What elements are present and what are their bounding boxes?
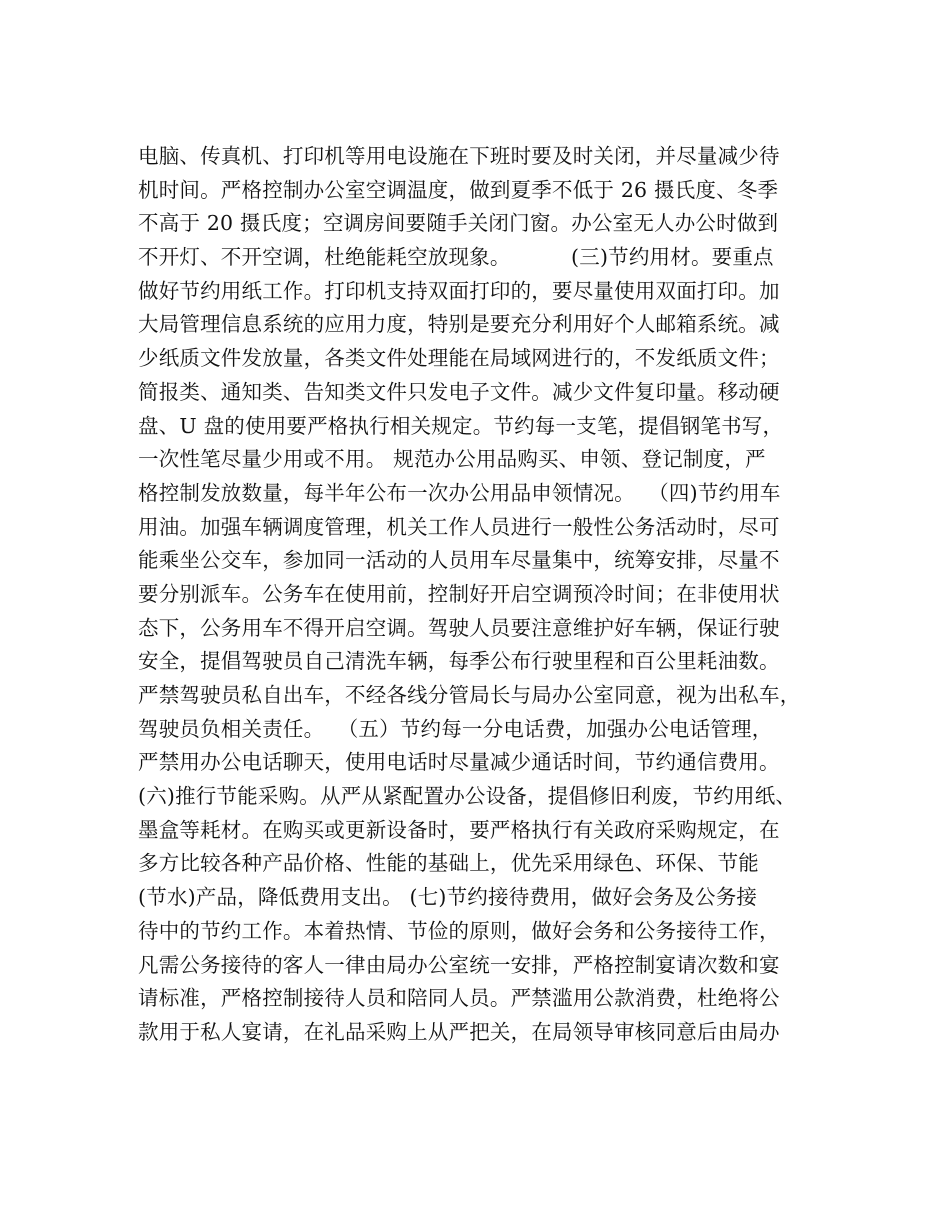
- text-line: 不高于 20 摄氏度；空调房间要随手关闭门窗。办公室无人办公时做到: [138, 211, 779, 236]
- text-line: 格控制发放数量，每半年公布一次办公用品申领情况。 （四)节约用车: [138, 480, 781, 505]
- text-line: 不开灯、不开空调，杜绝能耗空放现象。 (三)节约用材。要重点: [138, 245, 774, 270]
- text-line: 严禁驾驶员私自出车，不经各线分管局长与局办公室同意，视为出私车，: [138, 683, 801, 707]
- text-line: 机时间。严格控制办公室空调温度，做到夏季不低于 26 摄氏度、冬季: [138, 177, 779, 202]
- text-line: 简报类、通知类、告知类文件只发电子文件。减少文件复印量。移动硬: [138, 379, 780, 404]
- text-line: 请标准，严格控制接待人员和陪同人员。严禁滥用公款消费，杜绝将公: [138, 986, 780, 1011]
- text-line: (节水)产品，降低费用支出。 (七)节约接待费用，做好会务及公务接: [138, 885, 758, 910]
- text-line: 电脑、传真机、打印机等用电设施在下班时要及时关闭，并尽量减少待: [138, 144, 780, 168]
- text-line: 用油。加强车辆调度管理，机关工作人员进行一般性公务活动时，尽可: [138, 514, 780, 539]
- text-line: 待中的节约工作。本着热情、节俭的原则，做好会务和公务接待工作，: [138, 918, 780, 943]
- text-line: 少纸质文件发放量，各类文件处理能在局域网进行的，不发纸质文件；: [138, 346, 780, 371]
- text-line: 严禁用办公电话聊天，使用电话时尽量减少通话时间，节约通信费用。: [138, 750, 780, 775]
- text-line: 多方比较各种产品价格、性能的基础上，优先采用绿色、环保、节能: [138, 851, 759, 876]
- body-text: [138, 140, 828, 1050]
- text-line: 能乘坐公交车，参加同一活动的人员用车尽量集中，统筹安排，尽量不: [138, 548, 780, 573]
- text-line: 态下，公务用车不得开启空调。驾驶人员要注意维护好车辆，保证行驶: [138, 615, 780, 640]
- text-line: (六)推行节能采购。从严从紧配置办公设备，提倡修旧利废，节约用纸、: [138, 784, 797, 809]
- text-line: 款用于私人宴请，在礼品采购上从严把关，在局领导审核同意后由局办: [138, 1019, 780, 1044]
- text-line: 一次性笔尽量少用或不用。 规范办公用品购买、申领、登记制度，严: [138, 447, 766, 472]
- text-line: 盘、U 盘的使用要严格执行相关规定。节约每一支笔，提倡钢笔书写，: [138, 413, 784, 438]
- text-line: 驾驶员负相关责任。 （五）节约每一分电话费，加强办公电话管理，: [138, 716, 773, 741]
- text-line: 墨盒等耗材。在购买或更新设备时，要严格执行有关政府采购规定，在: [138, 817, 780, 842]
- text-line: 要分别派车。公务车在使用前，控制好开启空调预冷时间；在非使用状: [138, 581, 780, 606]
- text-line: 大局管理信息系统的应用力度，特别是要充分利用好个人邮箱系统。减: [138, 312, 780, 337]
- text-line: 做好节约用纸工作。打印机支持双面打印的，要尽量使用双面打印。加: [138, 278, 780, 303]
- text-line: 安全，提倡驾驶员自己清洗车辆，每季公布行驶里程和百公里耗油数。: [138, 649, 780, 674]
- text-line: 凡需公务接待的客人一律由局办公室统一安排，严格控制宴请次数和宴: [138, 952, 780, 977]
